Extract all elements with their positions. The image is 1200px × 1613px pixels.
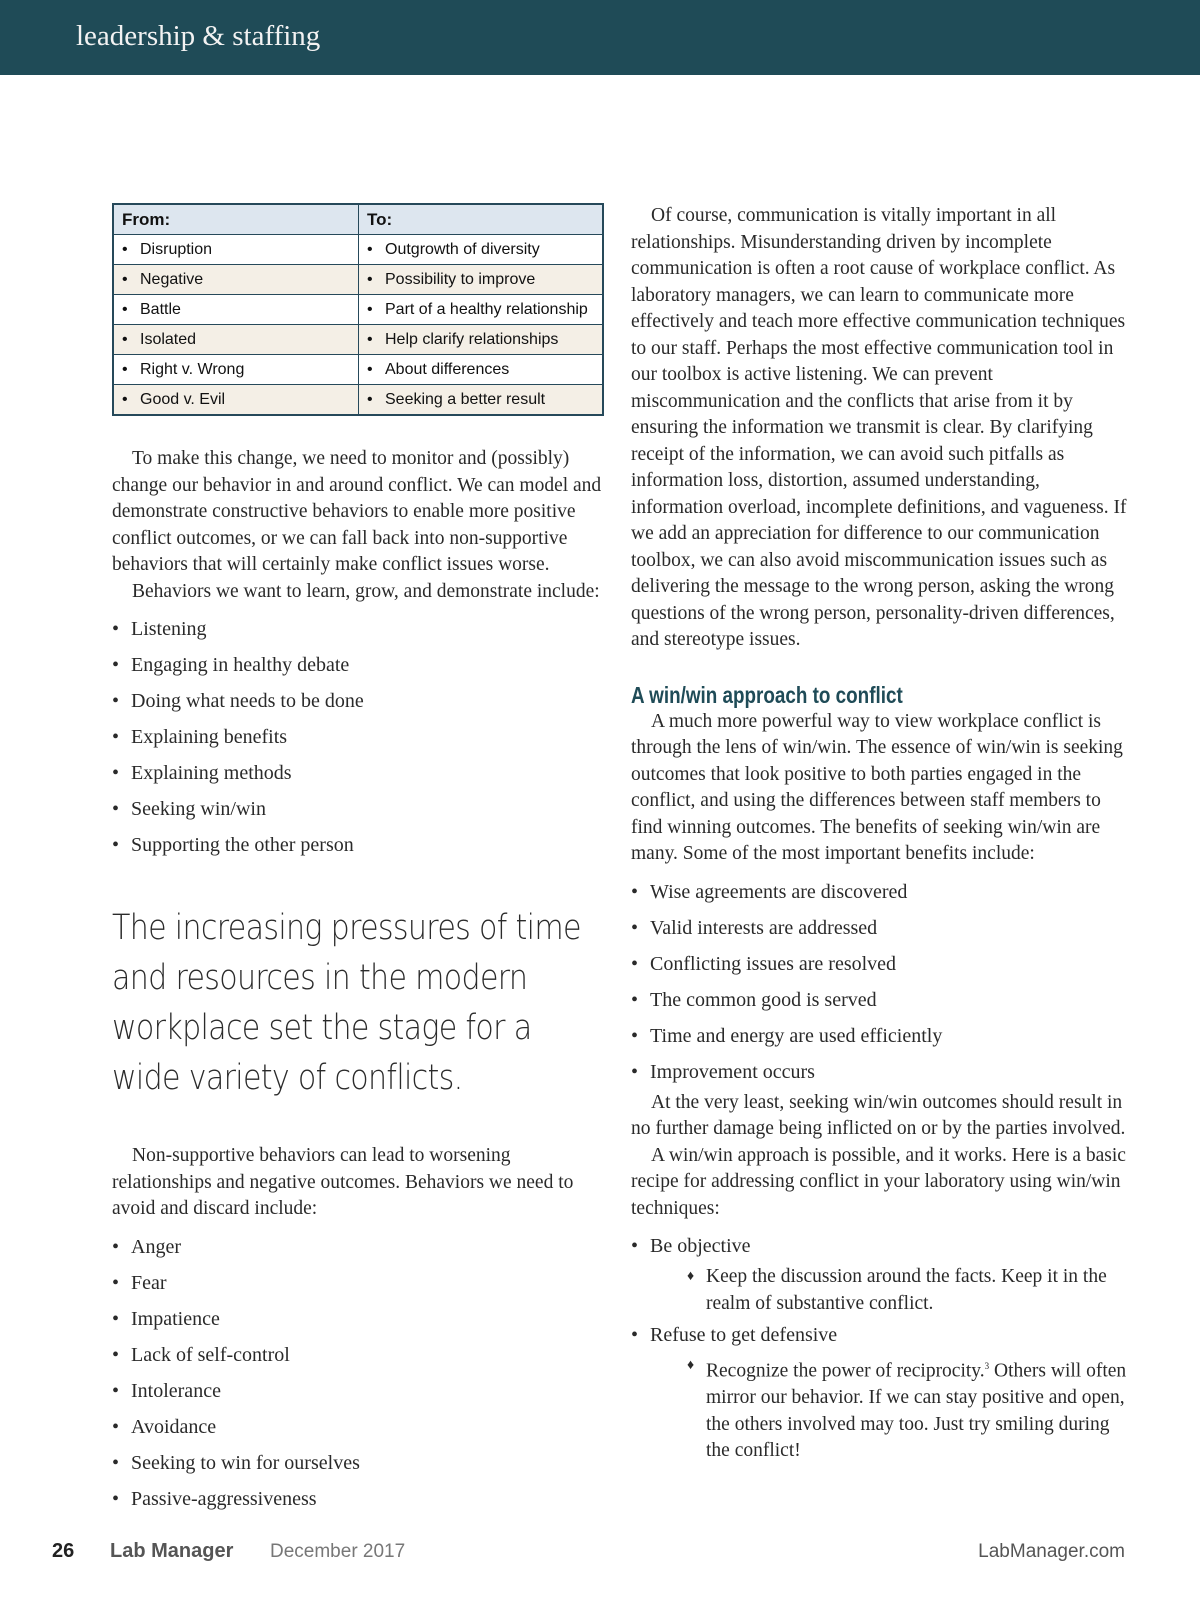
left-column <box>112 203 604 1517</box>
list-item: • Engaging in healthy debate <box>112 647 604 683</box>
list-item: • Supporting the other person <box>112 827 604 863</box>
sub-list-item: ♦ Keep the discussion around the facts. Keep it in the realm of substantive conflict. <box>687 1264 1127 1317</box>
list-item: • Listening <box>112 611 604 647</box>
header-band <box>0 0 1200 75</box>
list-item: • Conflicting issues are resolved <box>631 946 1127 982</box>
page-number: 26 <box>52 1540 75 1562</box>
list-item: • Anger <box>112 1229 604 1265</box>
pull-quote: The increasing pressures of time and resources in the modern workplace set the stage for a wide variety of conflicts. <box>112 908 581 1098</box>
footnote-ref[interactable]: 3 <box>984 1361 990 1371</box>
magazine-name: Lab Manager <box>110 1540 234 1562</box>
table-cell: Outgrowth of diversity <box>385 240 540 258</box>
list-item: • Valid interests are addressed <box>631 910 1127 946</box>
paragraph: To make this change, we need to monitor and (possibly) change our behavior in and around conflict. We can model and demonstrate constructive behaviors to enable more positive conflict outcomes, or we can fall back into non-supportive behaviors that will certainly make conflict issues worse. <box>112 448 602 575</box>
section-subhead: A win/win approach to conflict <box>631 681 903 708</box>
list-item: • Impatience <box>112 1301 604 1337</box>
list-item: • Improvement occurs <box>631 1054 1127 1090</box>
paragraph: At the very least, seeking win/win outcomes should result in no further damage being inflicted on or by the parties involved. <box>631 1091 1126 1139</box>
issue-date: December 2017 <box>270 1541 406 1562</box>
from-to-table <box>112 203 604 416</box>
list-item: • Lack of self-control <box>112 1337 604 1373</box>
paragraph: A win/win approach is possible, and it works. Here is a basic recipe for addressing conflict in your laboratory using win/win techniques: <box>631 1144 1126 1219</box>
sub-text: Others will often mirror our behavior. If we can stay positive and open, the others involved may too. Just try smiling during the conflict! <box>706 1360 1127 1461</box>
list-item: • Explaining methods <box>112 755 604 791</box>
list-item: • Time and energy are used efficiently <box>631 1018 1127 1054</box>
list-item: • Seeking win/win <box>112 791 604 827</box>
sub-list <box>650 1264 1127 1317</box>
table-header-to: To: <box>359 204 604 235</box>
table-cell: About differences <box>385 360 510 378</box>
website-link[interactable]: LabManager.com <box>978 1541 1125 1562</box>
table-row: • Isolated • Help clarify relationships <box>113 325 603 355</box>
table-cell: Part of a healthy relationship <box>385 300 588 318</box>
learn-behaviors-list <box>112 611 604 863</box>
list-item <box>631 1317 1127 1465</box>
list-item <box>631 1228 1127 1317</box>
recipe-item-label: Refuse to get defensive <box>650 1324 838 1346</box>
table-row: • Negative • Possibility to improve <box>113 265 603 295</box>
benefits-list <box>631 874 1127 1090</box>
list-item: • Wise agreements are discovered <box>631 874 1127 910</box>
table-row: • Good v. Evil • Seeking a better result <box>113 385 603 416</box>
table-row: • Right v. Wrong • About differences <box>113 355 603 385</box>
sub-list-item <box>687 1353 1127 1465</box>
recipe-list <box>631 1228 1127 1465</box>
table-cell: Isolated <box>140 330 197 348</box>
table-row: • Battle • Part of a healthy relationship <box>113 295 603 325</box>
sub-text: Recognize the power of reciprocity. <box>706 1360 985 1382</box>
paragraph: Non-supportive behaviors can lead to worsening relationships and negative outcomes. Behaviors we need to avoid and discard include: <box>112 1145 574 1219</box>
list-item: • The common good is served <box>631 982 1127 1018</box>
table-cell: Negative <box>140 270 204 288</box>
list-item: • Intolerance <box>112 1373 604 1409</box>
avoid-behaviors-list <box>112 1229 604 1517</box>
table-cell: Seeking a better result <box>385 390 546 408</box>
paragraph: Behaviors we want to learn, grow, and demonstrate include: <box>132 580 600 602</box>
sub-list <box>650 1353 1127 1465</box>
list-item: • Seeking to win for ourselves <box>112 1445 604 1481</box>
section-title: leadership & staffing <box>76 20 321 52</box>
paragraph: Of course, communication is vitally important in all relationships. Misunderstanding driven by incomplete communication is often a root cause of workplace conflict. As laboratory managers, we can learn to communicate more effectively and teach more effective communication techniques to our staff. Perhaps the most effective communication tool in our toolbox is active listening. We can prevent miscommunication and the conflicts that arise from it by ensuring the information we transmit is clear. By clarifying receipt of the information, we can avoid such pitfalls as information loss, distortion, assumed understanding, information overload, incomplete definitions, and vagueness. If we add an appreciation for difference to our communication toolbox, we can also avoid miscommunication issues such as delivering the message to the wrong person, asking the wrong questions of the wrong person, personality-driven differences, and stereotype issues. <box>631 205 1127 650</box>
table-header-from: From: <box>113 204 359 235</box>
table-row: • Disruption • Outgrowth of diversity <box>113 235 603 265</box>
table-cell: Good v. Evil <box>140 390 226 408</box>
table-cell: Help clarify relationships <box>385 330 559 348</box>
paragraph: A much more powerful way to view workplace conflict is through the lens of win/win. The essence of win/win is seeking outcomes that look positive to both parties engaged in the conflict, and using the differences between staff members to find winning outcomes. The benefits of seeking win/win are many. Some of the most important benefits include: <box>631 710 1123 864</box>
table-cell: Battle <box>140 300 181 318</box>
list-item: • Doing what needs to be done <box>112 683 604 719</box>
recipe-item-label: Be objective <box>650 1235 751 1257</box>
table-cell: Disruption <box>140 240 213 258</box>
table-cell: Right v. Wrong <box>140 360 245 378</box>
page-footer <box>0 1540 1200 1570</box>
list-item: • Avoidance <box>112 1409 604 1445</box>
list-item: • Fear <box>112 1265 604 1301</box>
table-cell: Possibility to improve <box>385 270 536 288</box>
right-column <box>631 203 1127 1465</box>
list-item: • Explaining benefits <box>112 719 604 755</box>
list-item: • Passive-aggressiveness <box>112 1481 604 1517</box>
